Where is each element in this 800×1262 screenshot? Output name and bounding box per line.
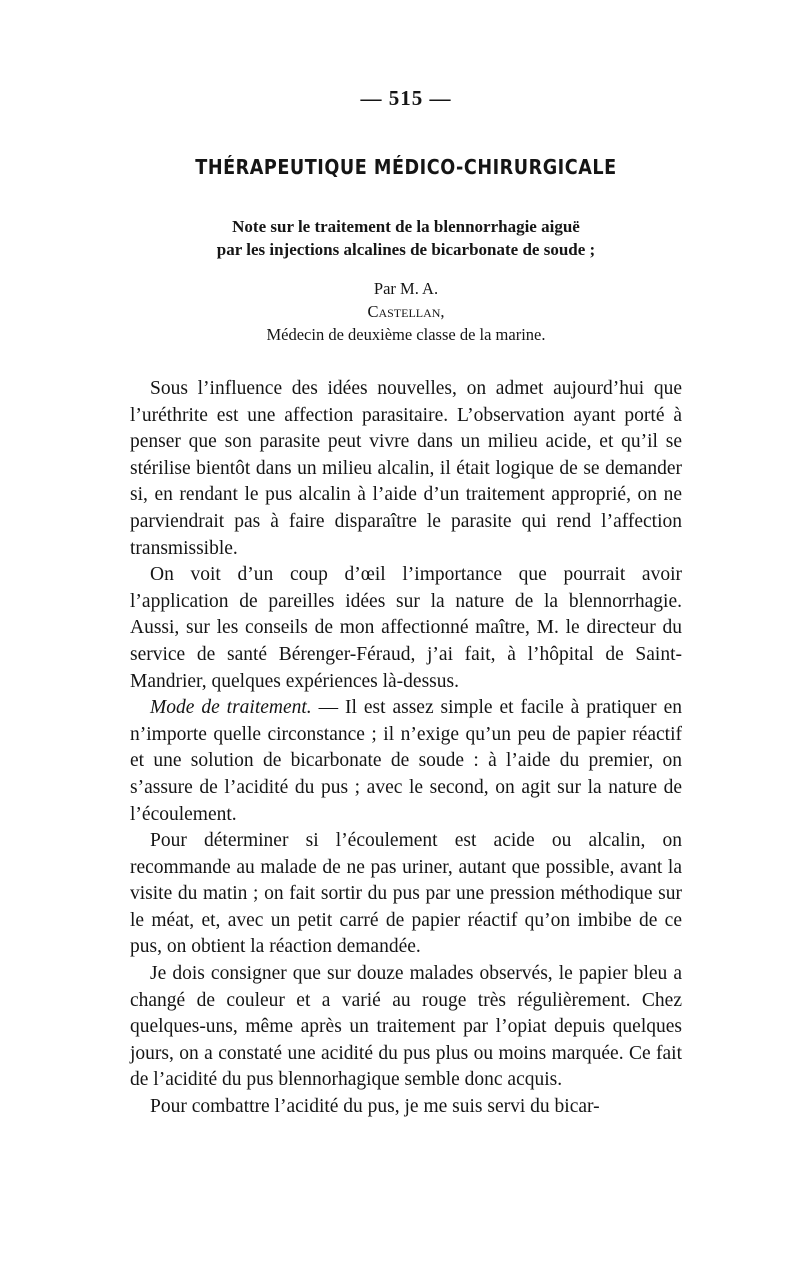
article-title-line-2: par les injections alcalines de bicarbonate de soude ; xyxy=(216,240,596,259)
article-title xyxy=(130,215,682,261)
page-number: — 515 — xyxy=(360,86,452,110)
paragraph-4-text: Pour déterminer si l’écoulement est acide ou alcalin, on recommande au malade de ne pas uriner, autant que possible, avant la visite du matin ; on fait sortir du pus par une pression méthodique sur le méat, et, avec un petit carré de papier réactif qu’on imbibe de ce pus, on obtient la réaction demandée. xyxy=(130,830,682,958)
paragraph-2-text: On voit d’un coup d’œil l’importance que pourrait avoir l’application de pareilles idées sur la nature de la blennorrhagie. Aussi, sur les conseils de mon affectionné maître, M. le directeur du service de santé Bérenger-Féraud, j’ai fait, à l’hôpital de Saint-Mandrier, quelques expériences là-dessus. xyxy=(130,564,682,692)
paragraph-6-text: Pour combattre l’acidité du pus, je me suis servi du bicar- xyxy=(150,1096,600,1118)
paragraph-5 xyxy=(130,961,682,1094)
byline xyxy=(130,277,682,346)
document-page xyxy=(130,86,682,1121)
article-body xyxy=(130,376,682,1121)
paragraph-2 xyxy=(130,562,682,695)
author-title: Médecin de deuxième classe de la marine. xyxy=(266,325,546,344)
author-name: Castellan, xyxy=(367,302,445,321)
paragraph-5-text: Je dois consigner que sur douze malades observés, le papier bleu a changé de couleur et a varié au rouge très régulièrement. Chez quelques-uns, même après un traitement par l’opiat depuis quelques jours, on a constaté une acidité du pus plus ou moins marquée. Ce fait de l’acidité du pus blennorhagique semble donc acquis. xyxy=(130,963,682,1091)
paragraph-1 xyxy=(130,376,682,562)
paragraph-3 xyxy=(130,695,682,828)
author-line xyxy=(130,277,682,323)
paragraph-3-text: — Il est assez simple et facile à pratiquer en n’importe quelle circonstance ; il n’exige qu’un peu de papier réactif et une solution de bicarbonate de soude : à l’aide du premier, on s’assure de l’acidité du pus ; avec le second, on agit sur la nature de l’écoulement. xyxy=(130,697,682,825)
paragraph-6 xyxy=(130,1094,682,1121)
section-title: THÉRAPEUTIQUE MÉDICO-CHIRURGICALE xyxy=(195,155,617,179)
paragraph-4 xyxy=(130,828,682,961)
paragraph-1-text: Sous l’influence des idées nouvelles, on admet aujourd’hui que l’uréthrite est une affection parasitaire. L’observation ayant porté à penser que son parasite peut vivre dans un milieu acide, et qu’il se stérilise bientôt dans un milieu alcalin, il était logique de se demander si, en rendant le pus alcalin à l’aide d’un traitement approprié, on ne parviendrait pas à faire disparaître le parasite qui rend l’affection transmissible. xyxy=(130,378,682,559)
paragraph-3-lead: Mode de traitement. xyxy=(150,697,312,719)
byline-prefix: Par M. A. xyxy=(373,279,439,298)
article-title-line-1: Note sur le traitement de la blennorrhagie aiguë xyxy=(232,217,580,236)
